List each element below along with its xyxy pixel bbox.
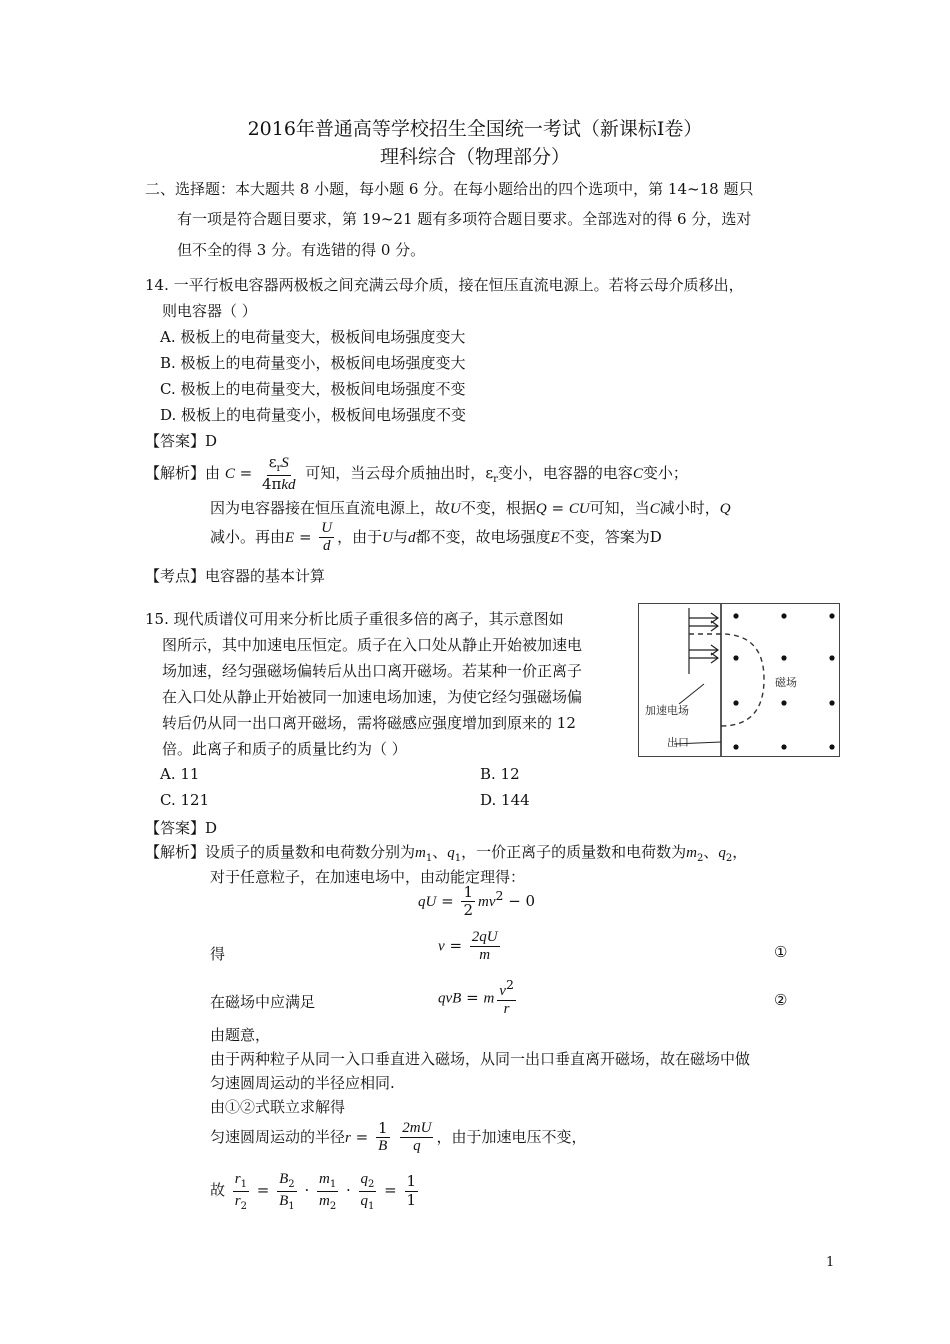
instruction-line-3: 但不全的得 3 分。有选错的得 0 分。 [177,241,426,259]
q15-option-a: A. 11 [160,765,200,783]
q15-stem-4: 在入口处从静止开始被同一加速电场加速，为使它经匀强磁场偏 [162,688,583,706]
instruction-line-2: 有一项是符合题目要求，第 19~21 题有多项符合题目要求。全部选对的得 6 分，选对 [177,210,752,228]
equation-marker-2: ② [774,991,788,1009]
q15-stem-5: 转后仍从同一出口离开磁场，需将磁感应强度增加到原来的 12 [162,714,576,732]
q15-analysis-line-2: 对于任意粒子，在加速电场中，由动能定理得： [210,868,526,886]
formula-velocity: v = $\frac{2qU}{m}$ [438,929,498,964]
q15-mag-label: 在磁场中应满足 [210,993,316,1011]
page-title: 2016年普通高等学校招生全国统一考试（新课标Ⅰ卷） [247,118,703,140]
formula-energy: qU = $\frac{1}{2}$ $mv^2 - 0$ [418,883,536,920]
q15-option-c: C. 121 [160,791,210,809]
q14-point: 【考点】电容器的基本计算 [145,567,326,585]
equation-marker-1: ① [774,943,788,961]
q14-analysis-line-1: 【解析】由 C = $\frac{\varepsilon_rS}{\text{4πkd}}$ 可知，当云母介质抽出时，$\varepsilon_r$变小，电容器的电容C变小； [145,453,688,493]
q15-radius-line: 匀速圆周运动的半径r = $\frac{1}{B}$ $\frac{2mU}{q}$ ，由于加速电压不变， [210,1119,587,1155]
instruction-line-1: 二、选择题：本大题共 8 小题，每小题 6 分。在每小题给出的四个选项中，第 14~18 题只 [145,180,754,198]
q15-stem-3: 场加速，经匀强磁场偏转后从出口离开磁场。若某种一价正离子 [162,662,583,680]
q15-stem-2: 图所示，其中加速电压恒定。质子在入口处从静止开始被加速电 [162,636,583,654]
q14-option-b: B. 极板上的电荷量变小，极板间电场强度变大 [160,354,466,372]
q15-stem-1: 15. 现代质谱仪可用来分析比质子重很多倍的离子，其示意图如 [145,610,564,628]
q14-stem-1: 14. 一平行板电容器两极板之间充满云母介质，接在恒压直流电源上。若将云母介质移出， [145,276,744,294]
q14-option-a: A. 极板上的电荷量变大，极板间电场强度变大 [160,328,466,346]
page-subtitle: 理科综合（物理部分） [379,146,570,168]
q14-stem-2: 则电容器（ ） [162,302,257,320]
q15-text-4: 由①②式联立求解得 [210,1098,346,1116]
mass-spectrometer-diagram [639,604,839,756]
q14-analysis-line-3: 减小。再由E = $\frac{U}{d}$ ，由于U与d都不变，故电场强度E不变，答案为D [210,520,662,555]
q14-analysis-line-2: 因为电容器接在恒压直流电源上，故U不变，根据Q = CU可知，当C减小时，Q [210,499,731,517]
label-exit: 出口 [667,736,689,749]
q14-answer: 【答案】D [145,432,218,450]
label-accel-field: 加速电场 [645,704,689,717]
q15-stem-6: 倍。此离子和质子的质量比约为（ ） [162,740,407,758]
q14-option-d: D. 极板上的电荷量变小，极板间电场强度不变 [160,406,467,424]
q15-text-2: 由于两种粒子从同一入口垂直进入磁场，从同一出口垂直离开磁场，故在磁场中做 [210,1050,751,1068]
q15-ratio-line: 故 $\frac{r_1}{r_2}$ = $\frac{B_2}{B_1}$ · $\frac{m_1}{m_2}$ · $\frac{q_2}{q_1}$ = $\frac{1}{1}$ [210,1171,417,1212]
q15-option-b: B. 12 [480,765,520,783]
q14-option-c: C. 极板上的电荷量变大，极板间电场强度不变 [160,380,466,398]
label-magnetic-field: 磁场 [775,676,797,689]
page-number: 1 [826,1255,835,1270]
q15-de-label: 得 [210,945,226,963]
q15-option-d: D. 144 [480,791,530,809]
q15-text-1: 由题意， [210,1026,271,1044]
q15-text-3: 匀速圆周运动的半径应相同. [210,1074,395,1092]
mass-spectrometer-figure [638,603,840,757]
q15-analysis-line-1: 【解析】设质子的质量数和电荷数分别为$m_1$、$q_1$，一价正离子的质量数和电荷数为$m_2$、$q_2$， [145,843,748,864]
formula-magnetic: qvB = m $\frac{v^2}{r}$ [438,977,514,1018]
q15-answer: 【答案】D [145,819,218,837]
